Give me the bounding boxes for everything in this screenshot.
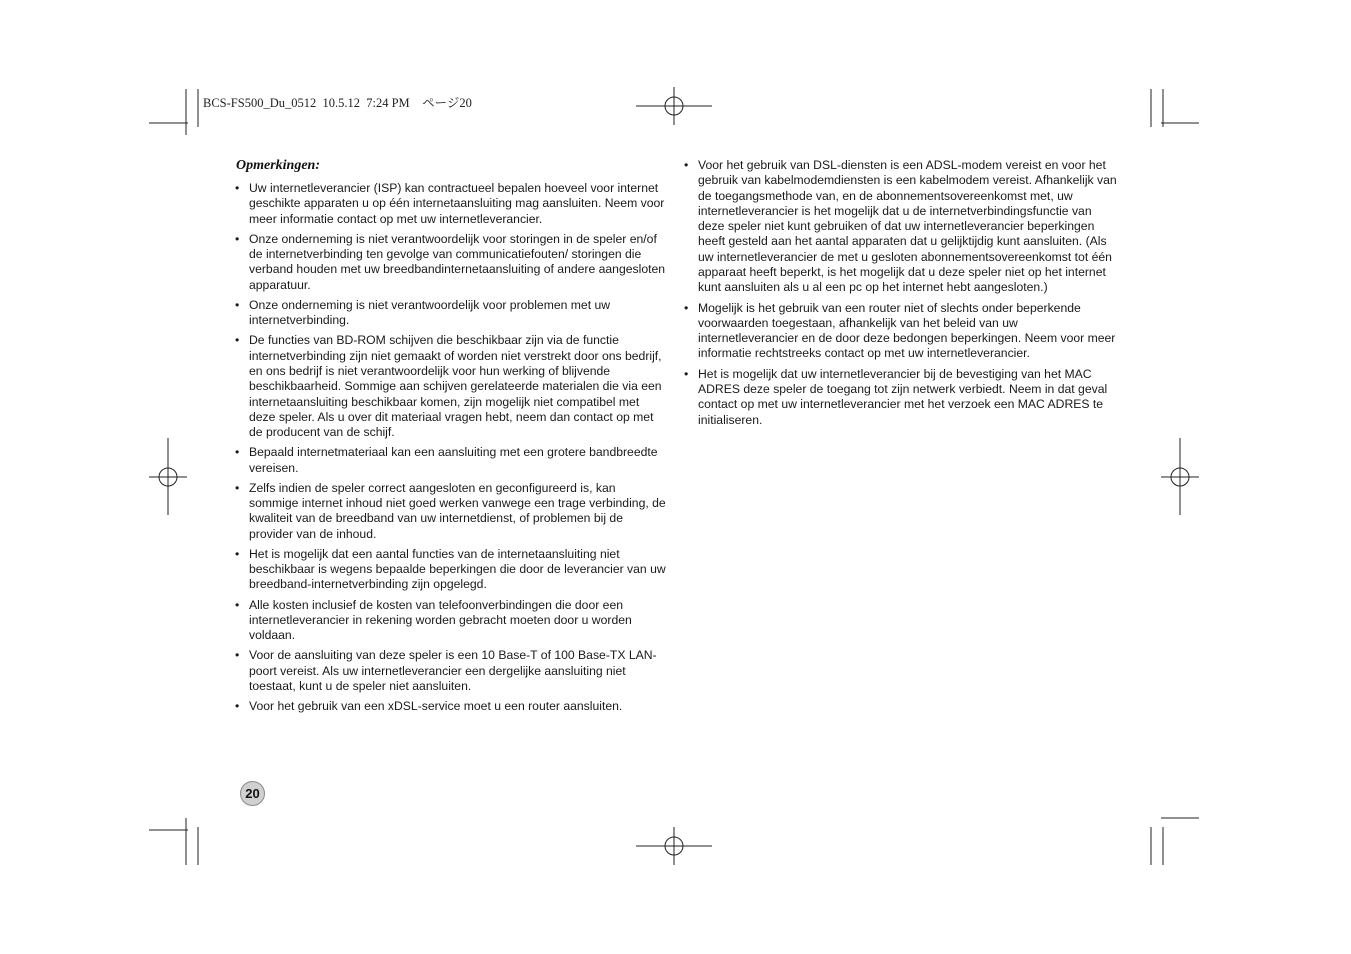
note-list-item bbox=[235, 598, 667, 644]
note-list-item bbox=[684, 158, 1118, 296]
note-list-item bbox=[235, 547, 667, 593]
note-text: Het is mogelijk dat een aantal functies van de internetaansluiting niet beschikbaar is wegens bepaalde beperkingen die door de leverancier van uw breedband-internetverbinding zijn opgelegd. bbox=[249, 546, 666, 592]
page-number-badge: 20 bbox=[240, 781, 265, 806]
right-column-notes bbox=[684, 158, 1118, 433]
bullet-icon: • bbox=[684, 366, 689, 381]
bullet-icon: • bbox=[684, 300, 689, 315]
note-list-item bbox=[235, 648, 667, 694]
note-text: Voor de aansluiting van deze speler is een 10 Base-T of 100 Base-TX LAN-poort vereist. Als uw internetleverancier een dergelijke aansluiting niet toestaat, kunt u de speler niet aansluiten. bbox=[249, 648, 657, 694]
bullet-icon: • bbox=[235, 546, 240, 561]
note-text: Alle kosten inclusief de kosten van telefoonverbindingen die door een internetleverancier in rekening worden gebracht moeten door u worden voldaan. bbox=[249, 597, 632, 643]
note-list-item bbox=[684, 301, 1118, 362]
note-list-item bbox=[235, 298, 667, 329]
bullet-icon: • bbox=[684, 158, 689, 172]
bullet-icon: • bbox=[235, 648, 240, 663]
note-list-item bbox=[235, 481, 667, 542]
note-text: Bepaald internetmateriaal kan een aansluiting met een grotere bandbreedte vereisen. bbox=[249, 445, 658, 475]
bullet-icon: • bbox=[235, 480, 240, 495]
bullet-icon: • bbox=[235, 181, 240, 195]
bullet-icon: • bbox=[235, 597, 240, 612]
note-text: Voor het gebruik van DSL-diensten is een ADSL-modem vereist en voor het gebruik van kabelmodemdiensten is een kabelmodem vereist. Afhankelijk van de toegangsmethode van, en de abonnementsovereenkomst met, uw internetleverancier is het mogelijk dat u de internetverbindingsfunctie van deze speler niet kunt gebruiken of dat uw internetleverancier beperkingen heeft gesteld aan het aantal apparaten dat u gelijktijdig kunt aansluiten. (Als uw internetleverancier de met u gesloten abonnementsovereenkomst tot één apparaat heeft beperkt, is het mogelijk dat u deze speler niet op het internet kunt aansluiten als u al een pc op het internet hebt aangesloten.) bbox=[698, 158, 1117, 295]
print-info-header: BCS-FS500_Du_0512 10.5.12 7:24 PM ページ20 bbox=[203, 96, 472, 110]
note-list-item bbox=[235, 699, 667, 714]
note-list-item bbox=[235, 445, 667, 476]
note-text: Voor het gebruik van een xDSL-service moet u een router aansluiten. bbox=[249, 699, 623, 714]
note-list-item bbox=[235, 232, 667, 293]
note-list-item bbox=[235, 181, 667, 227]
bullet-icon: • bbox=[235, 333, 240, 348]
note-text: Onze onderneming is niet verantwoordelijk voor storingen in de speler en/of de internetverbinding ten gevolge van communicatiefouten/ storingen die verband houden met uw breedbandinternetaansluiting of andere aangesloten apparatuur. bbox=[249, 231, 666, 292]
left-column-notes bbox=[235, 181, 667, 719]
note-list-item bbox=[684, 367, 1118, 428]
bullet-icon: • bbox=[235, 445, 240, 460]
note-text: Zelfs indien de speler correct aangesloten en geconfigureerd is, kan sommige internet inhoud niet goed werken vanwege een trage verbinding, de kwaliteit van de breedband van uw internetdienst, of problemen bij de provider van de inhoud. bbox=[249, 480, 666, 541]
note-text: Mogelijk is het gebruik van een router niet of slechts onder beperkende voorwaarden toegestaan, afhankelijk van het beleid van uw internetleverancier en de door deze bedongen beperkingen. Neem voor meer informatie rechtstreeks contact op met uw internetleverancier. bbox=[698, 300, 1116, 361]
note-text: Het is mogelijk dat uw internetleverancier bij de bevestiging van het MAC ADRES deze speler de toegang tot zijn netwerk verbiedt. Neem in dat geval contact op met uw internetleverancier met het verzoek een MAC ADRES te initialiseren. bbox=[698, 366, 1108, 427]
note-text: Uw internetleverancier (ISP) kan contractueel bepalen hoeveel voor internet geschikte apparaten u op één internetaansluiting mag aansluiten. Neem voor meer informatie contact op met uw internetleverancier. bbox=[249, 181, 665, 226]
bullet-icon: • bbox=[235, 297, 240, 312]
section-title: Opmerkingen: bbox=[236, 158, 320, 173]
note-list-item bbox=[235, 333, 667, 440]
note-text: Onze onderneming is niet verantwoordelijk voor problemen met uw internetverbinding. bbox=[249, 297, 611, 328]
note-text: De functies van BD-ROM schijven die beschikbaar zijn via de functie internetverbinding zijn niet gemaakt of worden niet verstrekt door ons bedrijf, en ons bedrijf is niet verantwoordelijk voor hun werking of blijvende beschikbaarheid. Sommige aan schijven gerelateerde materialen die via een internetaansluiting beschikbaar komen, zijn mogelijk niet compatibel met deze speler. Als u over dit materiaal vragen hebt, neem dan contact op met de producent van de schijf. bbox=[249, 333, 662, 440]
bullet-icon: • bbox=[235, 699, 240, 714]
bullet-icon: • bbox=[235, 231, 240, 246]
